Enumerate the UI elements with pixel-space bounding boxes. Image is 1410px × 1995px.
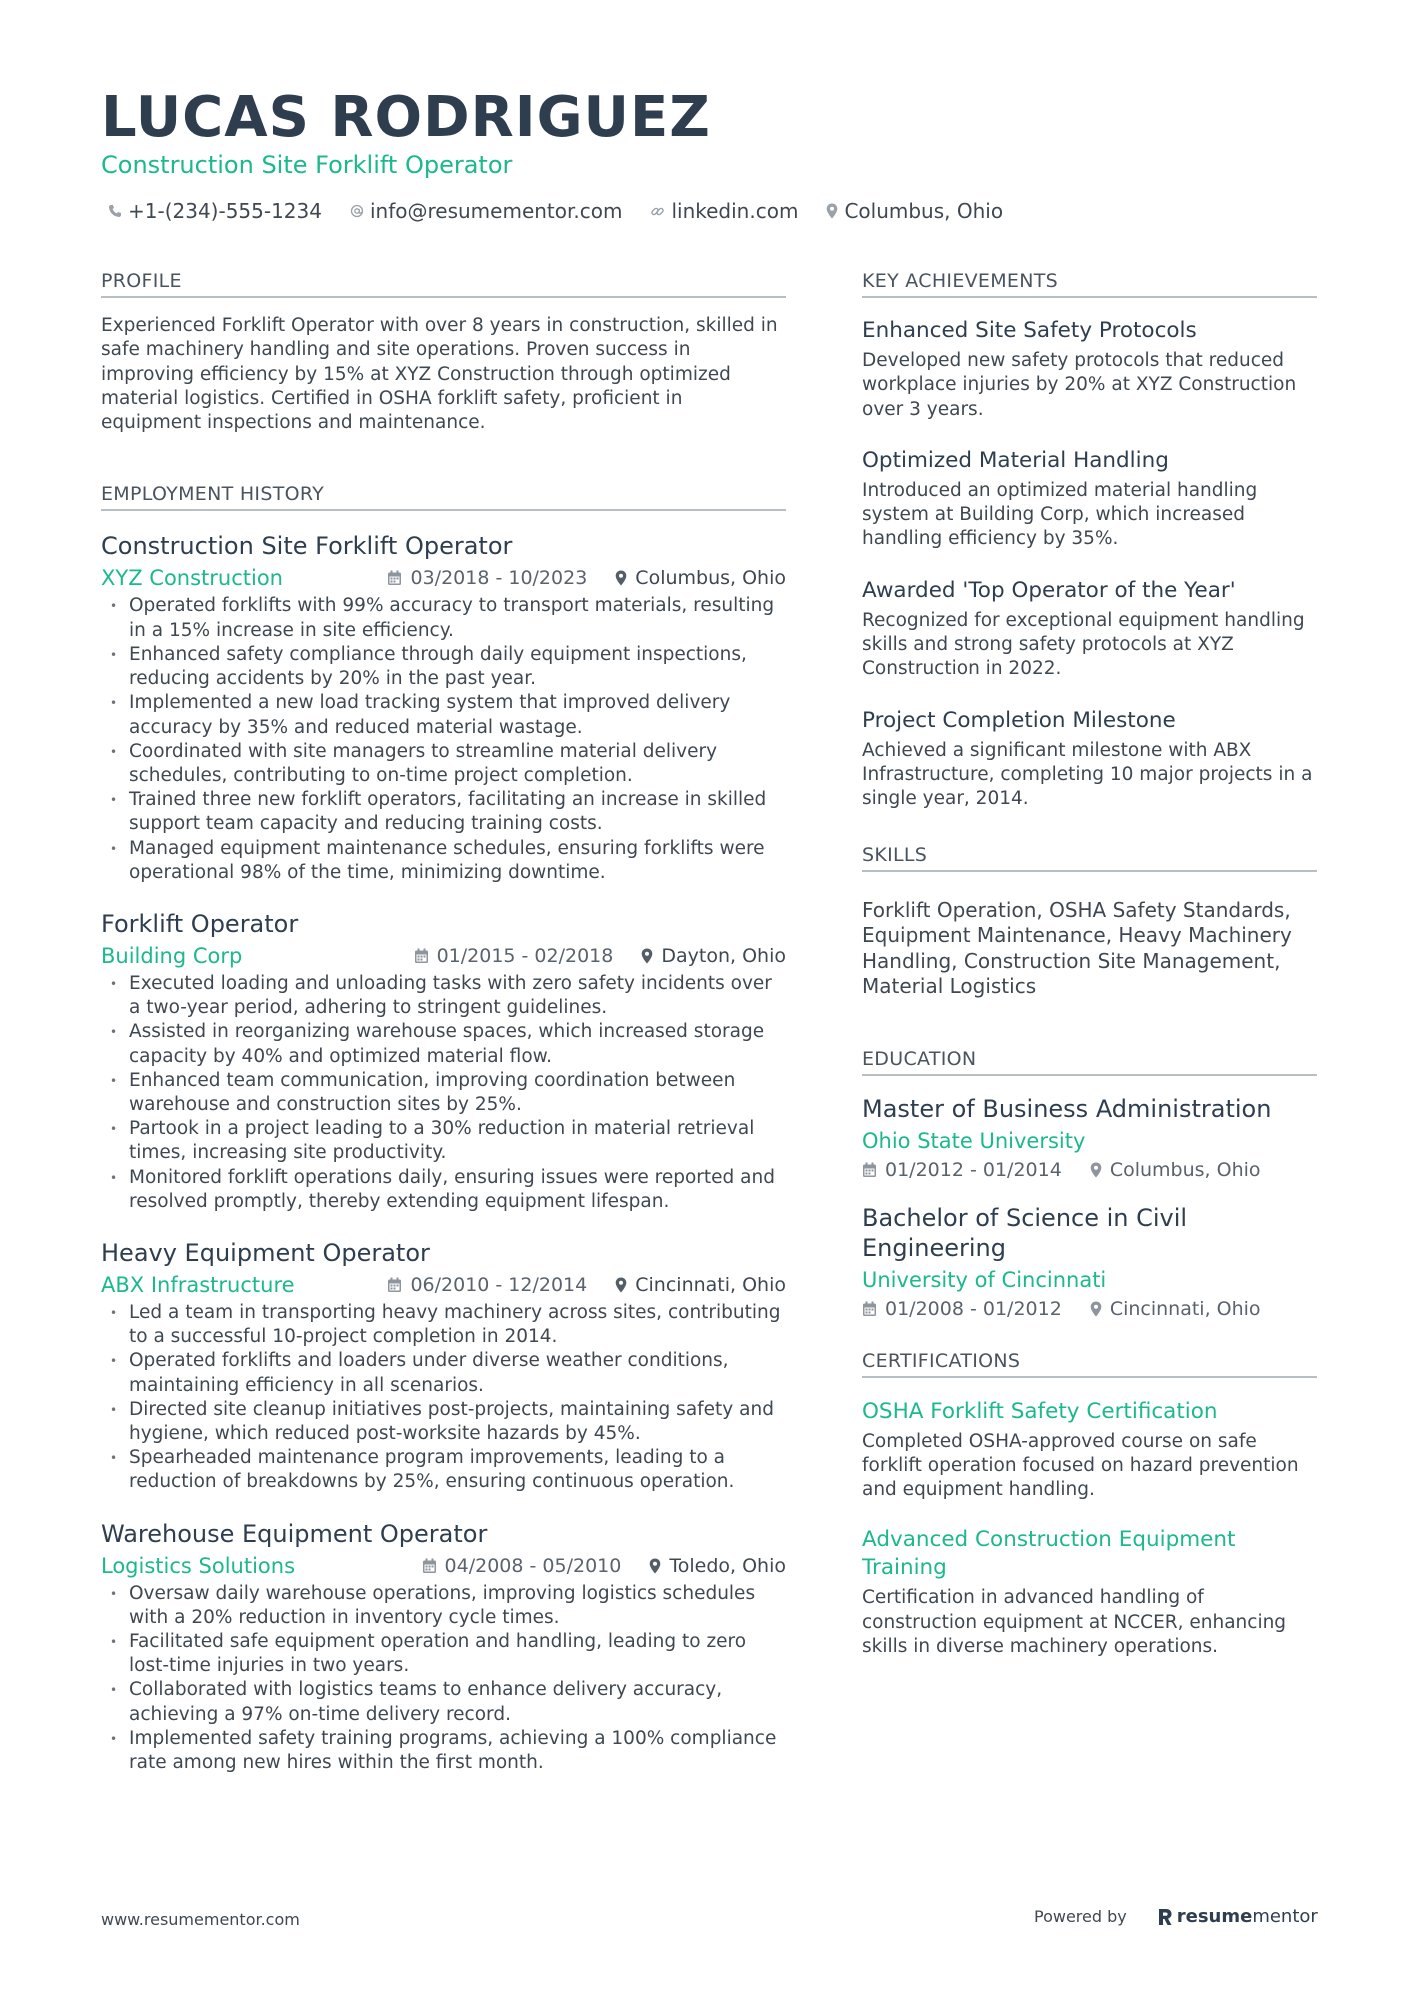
school-name: Ohio State University [862,1128,1086,1153]
job-dates [422,1555,622,1577]
job-bullet: • Oversaw daily warehouse operations, improving logistics schedules with a 20% reduction in inventory cycle times. [101,1582,786,1630]
school-name: University of Cincinnati [862,1267,1107,1292]
achievement-item [862,576,1317,682]
skills-section [862,844,1317,1000]
location-text: Dayton, Ohio [661,944,786,967]
job-bullet: • Spearheaded maintenance program improvements, leading to a reduction of breakdowns by 25%, ensuring continuous operation. [101,1446,786,1494]
achievement-text: Recognized for exceptional equipment handling skills and strong safety protocols at XYZ Construction in 2022. [862,609,1305,680]
degree-title: Bachelor of Science in Civil Engineering [862,1203,1188,1262]
contact-text: info@resumementor.com [369,199,623,223]
contact-location [826,199,1003,223]
powered-by-label: Powered by [1034,1907,1127,1926]
brand-text-regular: mentor [1252,1906,1318,1927]
education-location [1090,1159,1261,1181]
job-location [615,567,786,589]
job-dates [387,567,587,589]
job-bullet: • Managed equipment maintenance schedules, ensuring forklifts were operational 98% of the time, minimizing downtime. [101,837,786,885]
calendar-icon [422,1558,437,1574]
date-text: 01/2015 - 02/2018 [436,944,614,967]
location-text: Columbus, Ohio [635,567,786,590]
left-column [101,270,786,1799]
footer-website[interactable]: www.resumementor.com [101,1910,300,1929]
section-heading: KEY ACHIEVEMENTS [862,270,1317,298]
job-location [649,1555,786,1577]
job-dates [387,1274,587,1296]
job-bullet: • Implemented safety training programs, achieving a 100% compliance rate among new hires within the first month. [101,1727,786,1775]
degree-title: Master of Business Administration [862,1094,1272,1123]
profile-section [101,270,786,435]
achievements-section [862,270,1317,812]
location-icon [641,948,653,964]
location-icon [1090,1162,1102,1178]
location-icon [615,570,627,586]
job-entry [101,909,786,1214]
resumementor-logo-icon [1157,1907,1173,1927]
company-name: Logistics Solutions [101,1553,296,1578]
job-bullets [101,972,786,1214]
date-text: 06/2010 - 12/2014 [410,1273,588,1296]
job-location [615,1274,786,1296]
job-bullet: • Enhanced safety compliance through daily equipment inspections, reducing accidents by 20% in the past year. [101,643,786,691]
location-text: Cincinnati, Ohio [635,1273,786,1296]
certification-item [862,1526,1317,1659]
date-text: 01/2012 - 01/2014 [885,1158,1062,1181]
certification-item [862,1398,1317,1503]
job-title: Forklift Operator [101,909,299,938]
contact-email[interactable] [350,199,622,223]
brand-logo[interactable] [1157,1906,1318,1927]
calendar-icon [862,1301,877,1317]
job-bullet: • Led a team in transporting heavy machinery across sites, contributing to a successful 10-project completion in 2014. [101,1301,786,1349]
candidate-name: LUCAS RODRIGUEZ [101,85,711,150]
education-meta [862,1159,1317,1181]
job-bullets [101,1582,786,1776]
job-title: Heavy Equipment Operator [101,1238,430,1267]
certification-title: OSHA Forklift Safety Certification [862,1398,1218,1424]
education-dates [862,1298,1062,1320]
achievement-title: Enhanced Site Safety Protocols [862,318,1197,343]
job-bullet: • Directed site cleanup initiatives post-projects, maintaining safety and hygiene, which reduced post-worksite hazards by 45%. [101,1398,786,1446]
job-dates [414,945,614,967]
phone-icon [108,204,122,218]
job-bullet: • Trained three new forklift operators, facilitating an increase in skilled support team capacity and reducing training costs. [101,788,786,836]
contact-linkedin[interactable] [650,199,798,223]
at-icon [350,204,364,218]
achievement-text: Introduced an optimized material handling system at Building Corp, which increased handling efficiency by 35%. [862,479,1258,550]
brand-text-bold: resume [1176,1906,1253,1927]
job-entry [101,531,786,884]
education-meta [862,1298,1317,1320]
job-bullet: • Collaborated with logistics teams to enhance delivery accuracy, achieving a 97% on-time delivery record. [101,1678,786,1726]
job-bullet: • Implemented a new load tracking system that improved delivery accuracy by 35% and reduced material wastage. [101,691,786,739]
section-heading: EDUCATION [862,1048,1317,1076]
location-icon [826,203,838,219]
job-bullet: • Executed loading and unloading tasks with zero safety incidents over a two-year period, adhering to stringent guidelines. [101,972,786,1020]
company-name: ABX Infrastructure [101,1272,295,1297]
skills-text: Forklift Operation, OSHA Safety Standards, Equipment Maintenance, Heavy Machinery Handling, Construction Site Management, Material Logistics [862,897,1292,999]
section-heading: SKILLS [862,844,1317,872]
calendar-icon [387,1277,402,1293]
job-bullets [101,1301,786,1495]
date-text: 01/2008 - 01/2012 [885,1297,1062,1320]
job-bullet: • Operated forklifts and loaders under diverse weather conditions, maintaining efficiency in all scenarios. [101,1349,786,1397]
location-text: Columbus, Ohio [1109,1158,1261,1181]
job-bullet: • Monitored forklift operations daily, ensuring issues were reported and resolved promptly, thereby extending equipment lifespan. [101,1166,786,1214]
certifications-section [862,1350,1317,1660]
job-title: Construction Site Forklift Operator [101,532,513,561]
section-heading: CERTIFICATIONS [862,1350,1317,1378]
job-entry [101,1519,786,1776]
achievement-text: Achieved a significant milestone with ABX Infrastructure, completing 10 major projects in a single year, 2014. [862,739,1313,810]
job-bullet: • Facilitated safe equipment operation and handling, leading to zero lost-time injuries in two years. [101,1630,786,1678]
job-bullet: • Assisted in reorganizing warehouse spaces, which increased storage capacity by 40% and optimized material flow. [101,1020,786,1068]
employment-section [101,483,786,1775]
company-name: Building Corp [101,943,243,968]
calendar-icon [862,1162,877,1178]
education-item [862,1203,1317,1320]
candidate-title: Construction Site Forklift Operator [101,151,513,179]
contact-text: +1-(234)-555-1234 [128,199,322,223]
achievement-title: Awarded 'Top Operator of the Year' [862,577,1236,603]
profile-text: Experienced Forklift Operator with over 8 years in construction, skilled in safe machinery handling and site operations. Proven success in improving efficiency by 15% at XYZ Construction through optimized material logistics. Certified in OSHA forklift safety, proficient in equipment inspections and maintenance. [101,315,778,434]
calendar-icon [414,948,429,964]
company-name: XYZ Construction [101,566,283,591]
job-meta [101,942,786,970]
education-item [862,1094,1317,1181]
education-location [1090,1298,1261,1320]
location-icon [615,1277,627,1293]
achievement-text: Developed new safety protocols that reduced workplace injuries by 20% at XYZ Construction over 3 years. [862,350,1297,420]
achievement-title: Project Completion Milestone [862,707,1176,733]
job-entry [101,1238,786,1495]
education-section [862,1048,1317,1320]
section-heading: EMPLOYMENT HISTORY [101,483,786,511]
job-bullet: • Operated forklifts with 99% accuracy to transport materials, resulting in a 15% increase in site efficiency. [101,594,786,642]
achievement-item [862,446,1317,552]
job-meta [101,1271,786,1299]
date-text: 03/2018 - 10/2023 [410,567,588,590]
job-bullet: • Partook in a project leading to a 30% reduction in material retrieval times, increasing site productivity. [101,1117,786,1165]
job-meta [101,564,786,592]
job-meta [101,1552,786,1580]
job-bullet: • Enhanced team communication, improving coordination between warehouse and construction sites by 25%. [101,1069,786,1117]
location-text: Cincinnati, Ohio [1109,1297,1261,1320]
certification-title: Advanced Construction Equipment Training [862,1527,1236,1581]
job-bullets [101,594,786,884]
achievement-item [862,706,1317,812]
certification-text: Completed OSHA-approved course on safe forklift operation focused on hazard prevention and equipment handling. [862,1430,1299,1501]
calendar-icon [387,570,402,586]
contact-text: Columbus, Ohio [844,199,1004,223]
certification-text: Certification in advanced handling of construction equipment at NCCER, enhancing skills in diverse machinery operations. [862,1587,1287,1658]
location-icon [1090,1301,1102,1317]
job-location [641,945,786,967]
section-heading: PROFILE [101,270,786,298]
education-dates [862,1159,1062,1181]
location-icon [649,1558,661,1574]
date-text: 04/2008 - 05/2010 [444,1554,622,1577]
footer-powered-by [1034,1906,1318,1927]
job-bullet: • Coordinated with site managers to streamline material delivery schedules, contributing to on-time project completion. [101,740,786,788]
achievement-item [862,316,1317,422]
location-text: Toledo, Ohio [669,1554,786,1577]
contact-bar [108,199,1031,223]
link-icon [650,204,665,219]
achievement-title: Optimized Material Handling [862,447,1169,473]
job-title: Warehouse Equipment Operator [101,1519,488,1548]
right-column [862,270,1317,1683]
contact-phone [108,199,322,223]
contact-text: linkedin.com [671,199,799,223]
